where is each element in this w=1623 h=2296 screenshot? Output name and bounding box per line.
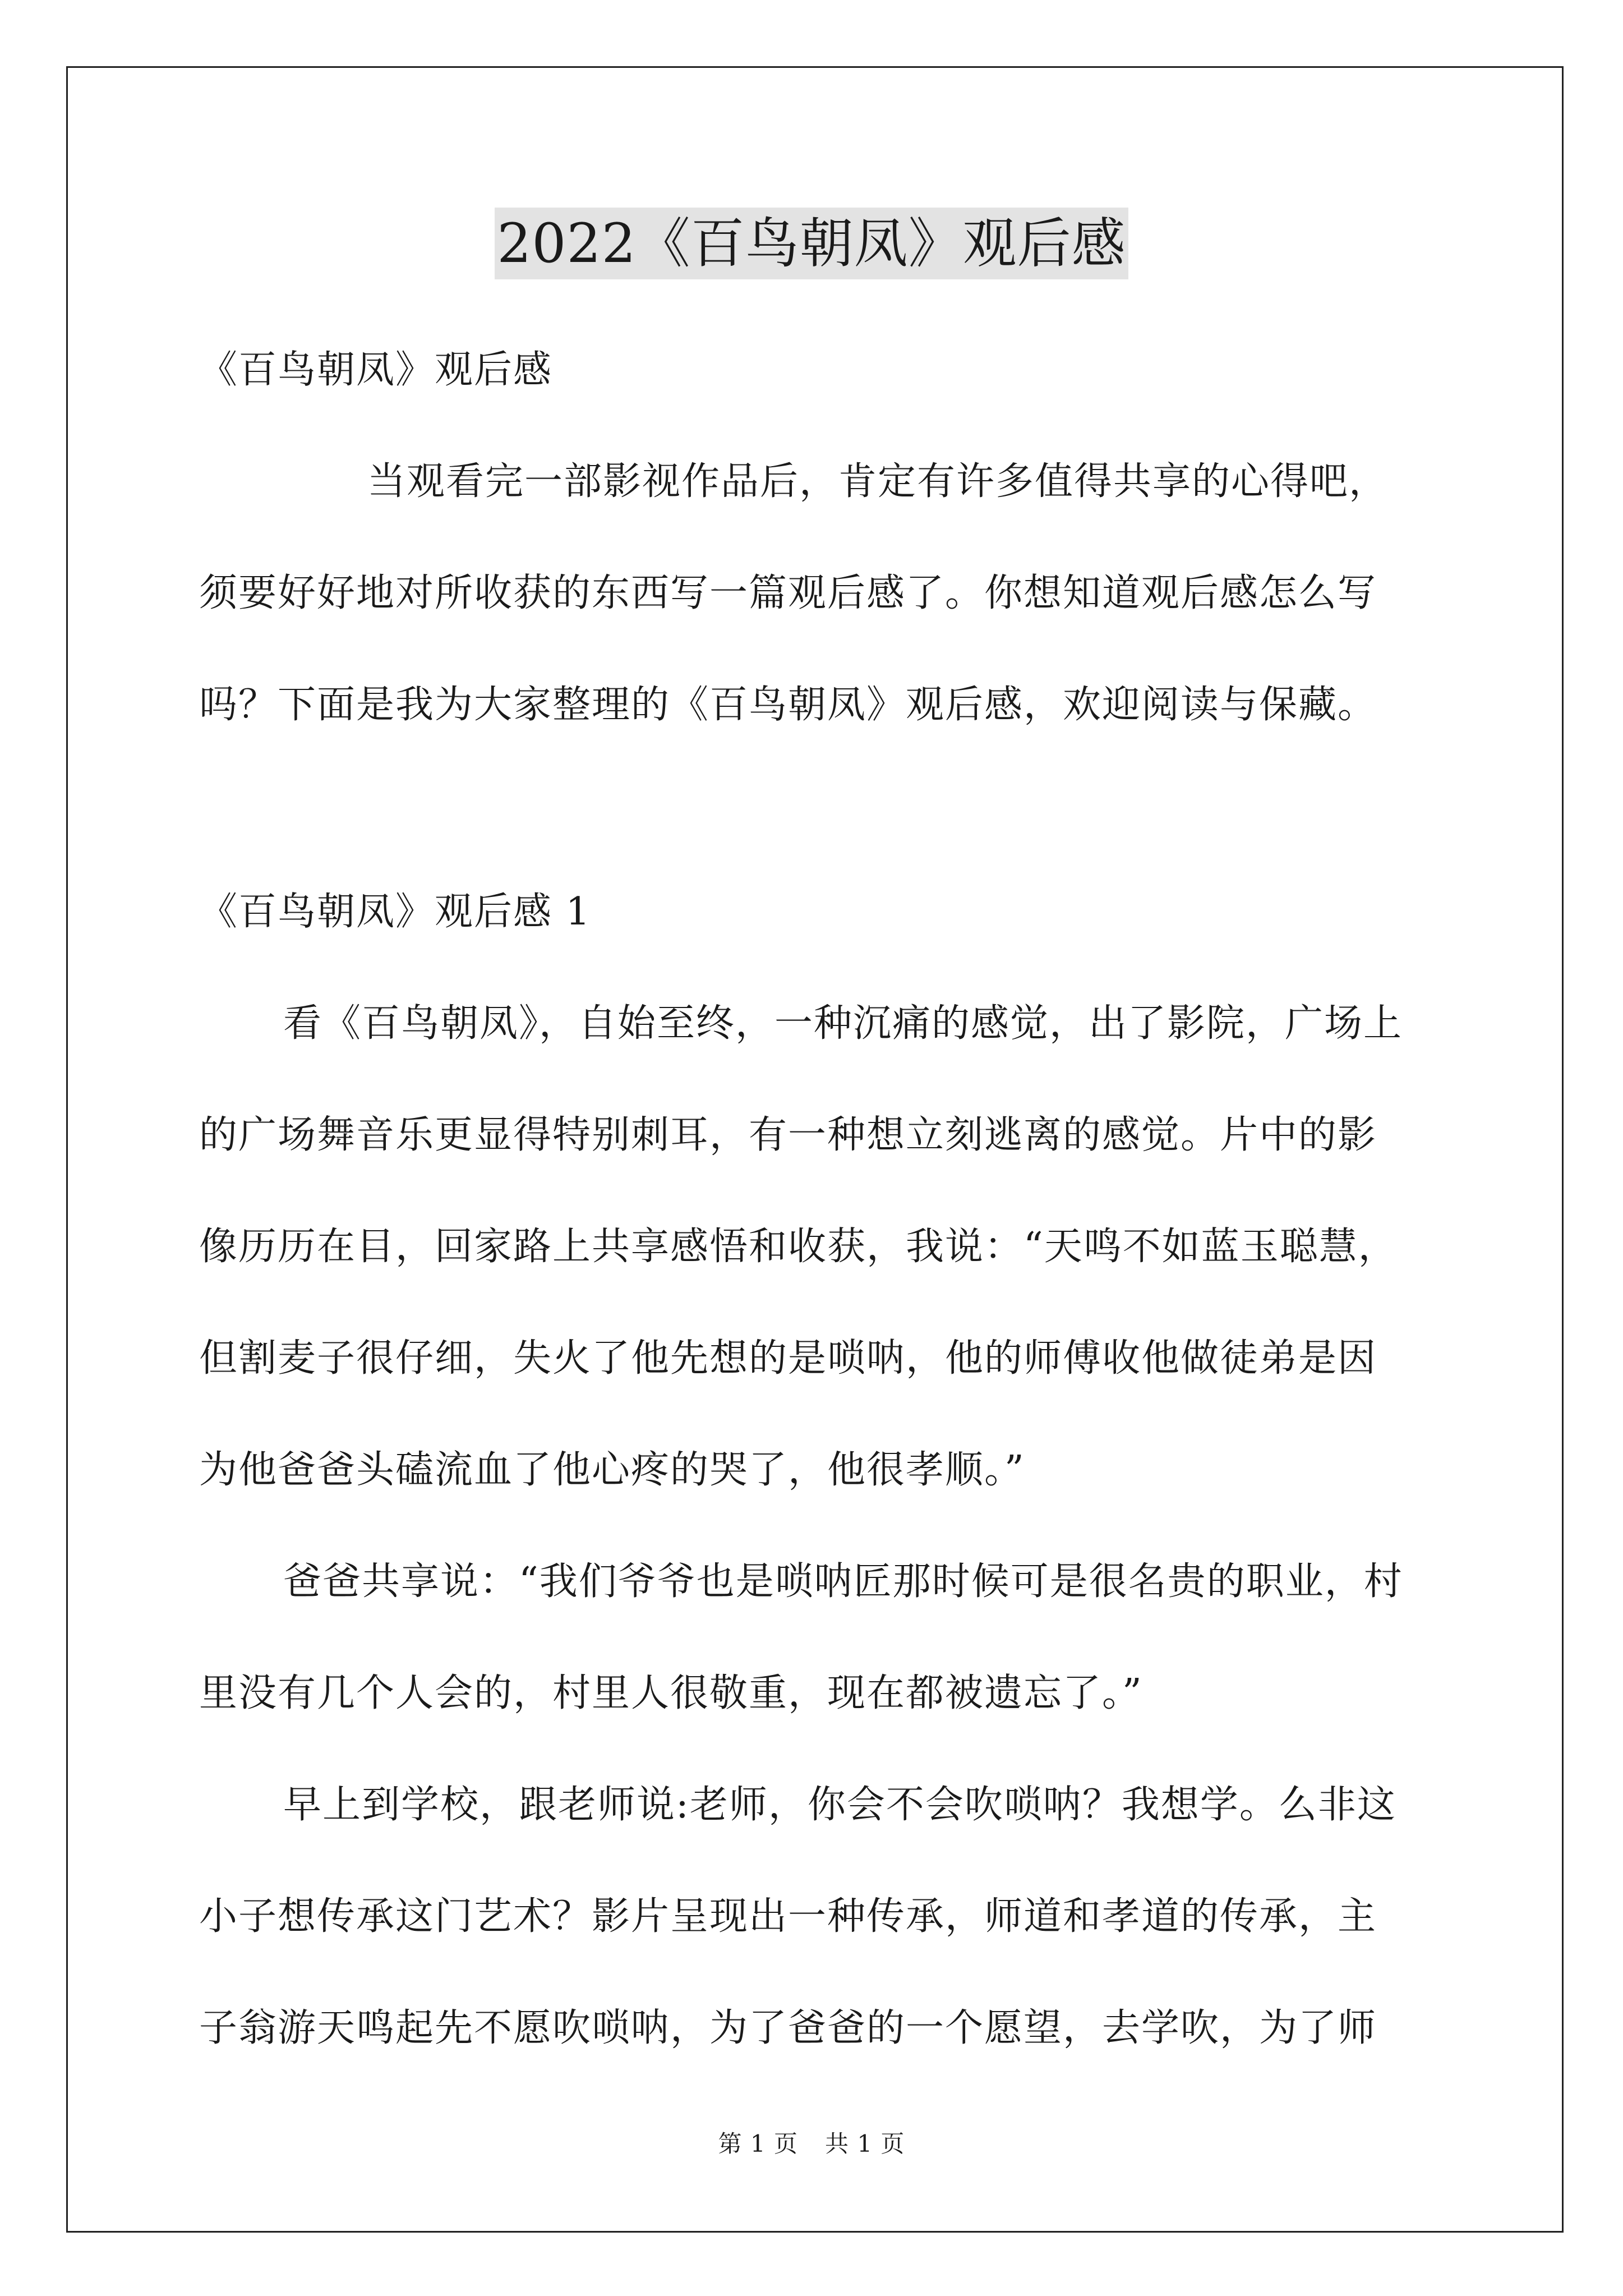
page-footer	[0, 2127, 1623, 2161]
paragraph-line: 早上到学校，跟老师说:老师，你会不会吹唢呐？我想学。么非这	[283, 1783, 1396, 1827]
section-heading: 《百鸟朝凤》观后感 1	[199, 890, 591, 934]
paragraph-line: 爸爸共享说：“我们爷爷也是唢呐匠那时候可是很名贵的职业，村	[283, 1559, 1403, 1604]
page-number-total: 共 1 页	[825, 2130, 905, 2157]
paragraph-line: 像历历在目，回家路上共享感悟和收获，我说：“天鸣不如蓝玉聪慧，	[199, 1225, 1398, 1269]
document-title: 2022《百鸟朝凤》观后感	[495, 208, 1128, 279]
paragraph-line: 小子想传承这门艺术？影片呈现出一种传承，师道和孝道的传承，主	[199, 1894, 1377, 1939]
section-spacer	[199, 761, 1430, 856]
paragraph-line: 里没有几个人会的，村里人很敬重，现在都被遗忘了。”	[199, 1671, 1143, 1715]
document-body	[199, 314, 1430, 2084]
page-number-current: 第 1 页	[718, 2130, 798, 2157]
paragraph-line: 的广场舞音乐更显得特别刺耳，有一种想立刻逃离的感觉。片中的影	[199, 1113, 1377, 1157]
intro-line: 吗？下面是我为大家整理的《百鸟朝凤》观后感，欢迎阅读与保藏。	[199, 683, 1377, 727]
paragraph-line: 但割麦子很仔细，失火了他先想的是唢呐，他的师傅收他做徒弟是因	[199, 1336, 1377, 1381]
paragraph-line: 子翁游天鸣起先不愿吹唢呐，为了爸爸的一个愿望，去学吹，为了师	[199, 2006, 1377, 2050]
document-subtitle: 《百鸟朝凤》观后感	[199, 348, 553, 392]
paragraph-line: 看《百鸟朝凤》，自始至终，一种沉痛的感觉，出了影院，广场上	[283, 1001, 1403, 1046]
paragraph-line: 为他爸爸头磕流血了他心疼的哭了，他很孝顺。”	[199, 1448, 1025, 1492]
intro-line: 须要好好地对所收获的东西写一篇观后感了。你想知道观后感怎么写	[199, 571, 1377, 615]
intro-line: 当观看完一部影视作品后，肯定有许多值得共享的心得吧，	[367, 459, 1389, 504]
title-wrapper	[0, 208, 1623, 279]
